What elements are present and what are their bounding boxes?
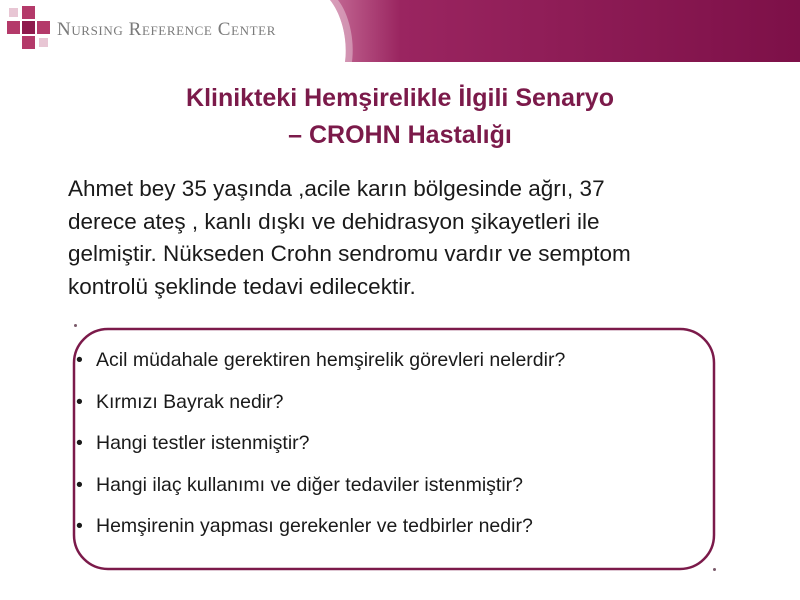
scenario-paragraph (68, 173, 768, 303)
page-title (0, 80, 800, 154)
questions-list (76, 343, 716, 551)
corner-dot (713, 568, 716, 571)
question-text: Acil müdahale gerektiren hemşirelik görevleri nelerdir? (96, 349, 566, 371)
list-item (76, 343, 716, 385)
paragraph-line: derece ateş , kanlı dışkı ve dehidrasyon şikayetleri ile (68, 208, 600, 234)
question-text: Hangi testler istenmiştir? (96, 432, 310, 454)
corner-dot (74, 324, 77, 327)
paragraph-line: kontrolü şeklinde tedavi edilecektir. (68, 273, 416, 299)
title-line-2: – CROHN Hastalığı (288, 121, 512, 149)
bullet-icon: • (76, 473, 83, 496)
paragraph-line: Ahmet bey 35 yaşında ,acile karın bölgesinde ağrı, 37 (68, 176, 605, 201)
list-item (76, 509, 716, 551)
title-line-1: Klinikteki Hemşirelikle İlgili Senaryo (186, 84, 614, 112)
bullet-icon: • (76, 432, 83, 454)
list-item (76, 426, 716, 468)
bullet-icon: • (76, 515, 83, 537)
question-text: Hangi ilaç kullanımı ve diğer tedaviler istenmiştir? (96, 473, 524, 496)
bullet-icon: • (76, 349, 83, 371)
question-text: Kırmızı Bayrak nedir? (96, 390, 284, 413)
question-text: Hemşirenin yapması gerekenler ve tedbirler nedir? (96, 515, 533, 537)
brand-name: Nursing Reference Center (57, 19, 276, 40)
list-item (76, 468, 716, 510)
cross-squares-logo-icon (7, 6, 51, 50)
list-item (76, 385, 716, 427)
bullet-icon: • (76, 390, 83, 413)
paragraph-line: gelmiştir. Nükseden Crohn sendromu vardır ve semptom (68, 241, 631, 266)
